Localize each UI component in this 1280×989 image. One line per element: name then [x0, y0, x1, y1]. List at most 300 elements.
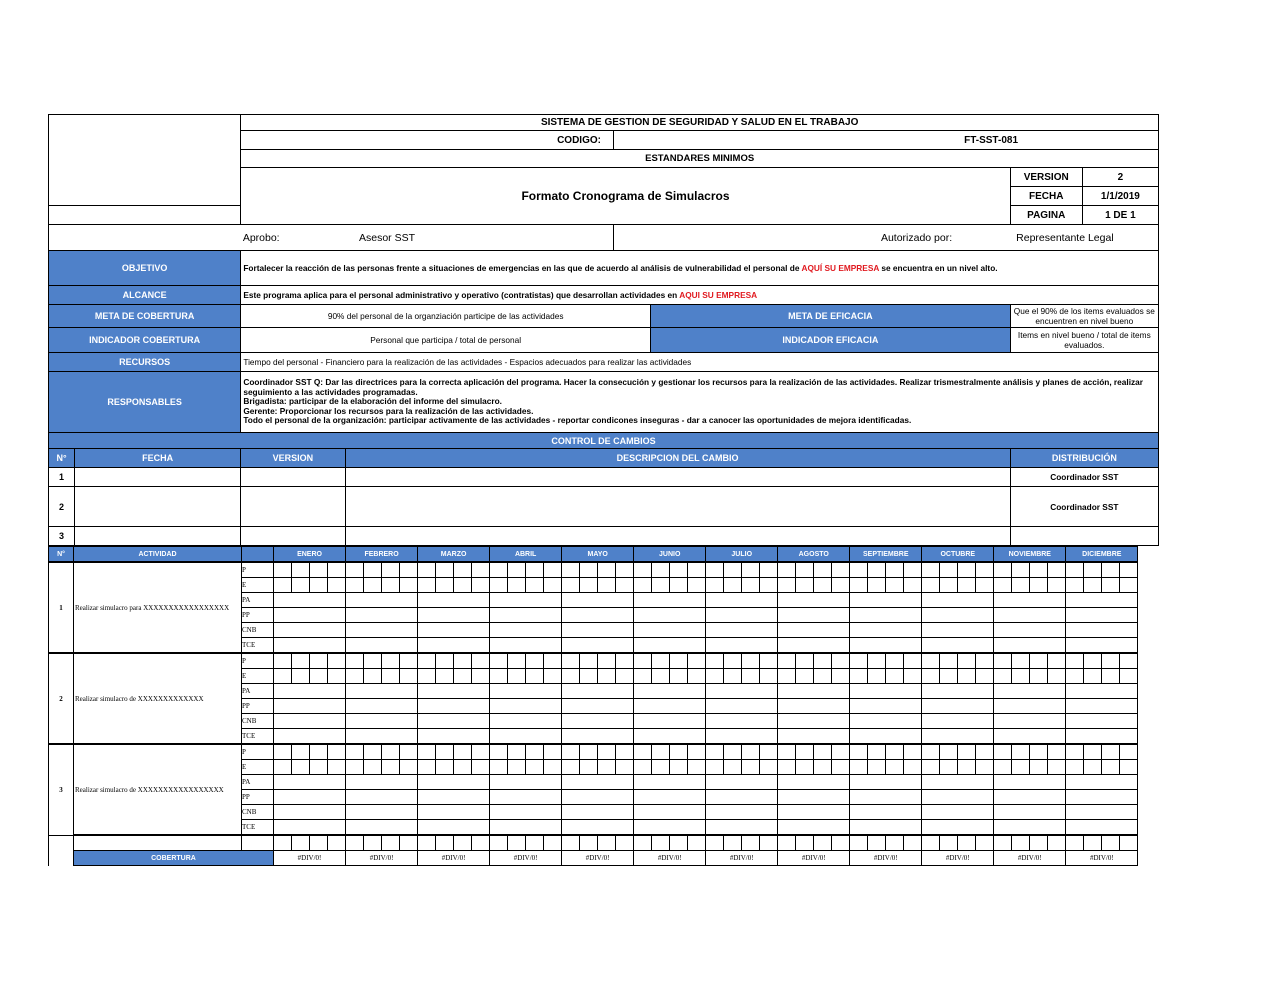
week-cell[interactable] [850, 562, 868, 578]
week-cell[interactable] [562, 562, 580, 578]
week-cell[interactable] [850, 760, 868, 775]
week-cell[interactable] [292, 744, 310, 760]
week-cell[interactable] [292, 835, 310, 851]
week-cell[interactable] [418, 760, 436, 775]
week-cell[interactable] [1012, 578, 1030, 593]
month-cell[interactable] [850, 623, 922, 638]
week-cell[interactable] [868, 578, 886, 593]
week-cell[interactable] [1048, 744, 1066, 760]
week-cell[interactable] [490, 562, 508, 578]
week-cell[interactable] [634, 653, 652, 669]
week-cell[interactable] [346, 835, 364, 851]
week-cell[interactable] [724, 562, 742, 578]
month-cell[interactable] [922, 805, 994, 820]
week-cell[interactable] [904, 760, 922, 775]
month-cell[interactable] [562, 820, 634, 836]
month-cell[interactable] [994, 805, 1066, 820]
week-cell[interactable] [706, 835, 724, 851]
week-cell[interactable] [940, 760, 958, 775]
week-cell[interactable] [490, 744, 508, 760]
week-cell[interactable] [454, 835, 472, 851]
week-cell[interactable] [904, 835, 922, 851]
month-cell[interactable] [994, 714, 1066, 729]
week-cell[interactable] [1120, 578, 1138, 593]
week-cell[interactable] [274, 760, 292, 775]
month-cell[interactable] [706, 775, 778, 790]
week-cell[interactable] [328, 669, 346, 684]
week-cell[interactable] [1030, 760, 1048, 775]
week-cell[interactable] [400, 653, 418, 669]
week-cell[interactable] [652, 562, 670, 578]
week-cell[interactable] [1030, 562, 1048, 578]
week-cell[interactable] [832, 669, 850, 684]
week-cell[interactable] [436, 653, 454, 669]
month-cell[interactable] [418, 608, 490, 623]
week-cell[interactable] [274, 653, 292, 669]
month-cell[interactable] [994, 608, 1066, 623]
week-cell[interactable] [1012, 760, 1030, 775]
month-cell[interactable] [706, 684, 778, 699]
week-cell[interactable] [850, 669, 868, 684]
week-cell[interactable] [328, 835, 346, 851]
week-cell[interactable] [544, 835, 562, 851]
month-cell[interactable] [490, 714, 562, 729]
change-row-version[interactable] [241, 487, 345, 527]
month-cell[interactable] [850, 820, 922, 836]
week-cell[interactable] [526, 669, 544, 684]
week-cell[interactable] [616, 744, 634, 760]
month-cell[interactable] [1066, 608, 1138, 623]
week-cell[interactable] [760, 578, 778, 593]
week-cell[interactable] [1102, 562, 1120, 578]
week-cell[interactable] [472, 835, 490, 851]
week-cell[interactable] [454, 760, 472, 775]
month-cell[interactable] [274, 714, 346, 729]
week-cell[interactable] [958, 669, 976, 684]
week-cell[interactable] [1030, 835, 1048, 851]
week-cell[interactable] [1084, 760, 1102, 775]
week-cell[interactable] [976, 669, 994, 684]
week-cell[interactable] [526, 744, 544, 760]
week-cell[interactable] [652, 653, 670, 669]
week-cell[interactable] [778, 653, 796, 669]
month-cell[interactable] [562, 638, 634, 654]
month-cell[interactable] [562, 608, 634, 623]
week-cell[interactable] [850, 744, 868, 760]
week-cell[interactable] [958, 744, 976, 760]
month-cell[interactable] [346, 820, 418, 836]
week-cell[interactable] [1030, 744, 1048, 760]
week-cell[interactable] [544, 760, 562, 775]
month-cell[interactable] [346, 593, 418, 608]
week-cell[interactable] [940, 562, 958, 578]
week-cell[interactable] [1084, 578, 1102, 593]
month-cell[interactable] [634, 790, 706, 805]
week-cell[interactable] [976, 744, 994, 760]
week-cell[interactable] [1084, 744, 1102, 760]
week-cell[interactable] [382, 562, 400, 578]
week-cell[interactable] [652, 835, 670, 851]
week-cell[interactable] [760, 760, 778, 775]
month-cell[interactable] [994, 623, 1066, 638]
week-cell[interactable] [706, 578, 724, 593]
week-cell[interactable] [490, 835, 508, 851]
week-cell[interactable] [922, 562, 940, 578]
week-cell[interactable] [472, 562, 490, 578]
week-cell[interactable] [598, 562, 616, 578]
week-cell[interactable] [454, 744, 472, 760]
month-cell[interactable] [706, 608, 778, 623]
week-cell[interactable] [346, 744, 364, 760]
month-cell[interactable] [418, 623, 490, 638]
week-cell[interactable] [292, 562, 310, 578]
week-cell[interactable] [1084, 835, 1102, 851]
week-cell[interactable] [796, 835, 814, 851]
week-cell[interactable] [904, 669, 922, 684]
week-cell[interactable] [292, 653, 310, 669]
week-cell[interactable] [778, 578, 796, 593]
month-cell[interactable] [274, 699, 346, 714]
month-cell[interactable] [994, 790, 1066, 805]
week-cell[interactable] [688, 760, 706, 775]
month-cell[interactable] [490, 684, 562, 699]
month-cell[interactable] [346, 623, 418, 638]
week-cell[interactable] [1012, 669, 1030, 684]
month-cell[interactable] [274, 684, 346, 699]
week-cell[interactable] [670, 653, 688, 669]
week-cell[interactable] [490, 760, 508, 775]
week-cell[interactable] [472, 669, 490, 684]
week-cell[interactable] [994, 578, 1012, 593]
change-row-descripcion[interactable] [345, 487, 1010, 527]
month-cell[interactable] [706, 638, 778, 654]
week-cell[interactable] [526, 562, 544, 578]
week-cell[interactable] [1030, 669, 1048, 684]
month-cell[interactable] [490, 608, 562, 623]
month-cell[interactable] [346, 775, 418, 790]
week-cell[interactable] [976, 562, 994, 578]
week-cell[interactable] [418, 578, 436, 593]
week-cell[interactable] [562, 744, 580, 760]
month-cell[interactable] [274, 729, 346, 745]
week-cell[interactable] [364, 562, 382, 578]
week-cell[interactable] [994, 760, 1012, 775]
week-cell[interactable] [1066, 562, 1084, 578]
month-cell[interactable] [634, 775, 706, 790]
week-cell[interactable] [976, 835, 994, 851]
week-cell[interactable] [1120, 835, 1138, 851]
week-cell[interactable] [814, 669, 832, 684]
week-cell[interactable] [760, 653, 778, 669]
week-cell[interactable] [742, 760, 760, 775]
week-cell[interactable] [706, 653, 724, 669]
month-cell[interactable] [418, 805, 490, 820]
month-cell[interactable] [922, 699, 994, 714]
week-cell[interactable] [1102, 744, 1120, 760]
week-cell[interactable] [436, 669, 454, 684]
week-cell[interactable] [292, 578, 310, 593]
month-cell[interactable] [490, 790, 562, 805]
week-cell[interactable] [616, 669, 634, 684]
week-cell[interactable] [472, 744, 490, 760]
month-cell[interactable] [634, 729, 706, 745]
week-cell[interactable] [1120, 744, 1138, 760]
week-cell[interactable] [382, 578, 400, 593]
week-cell[interactable] [868, 562, 886, 578]
week-cell[interactable] [1120, 562, 1138, 578]
week-cell[interactable] [796, 562, 814, 578]
week-cell[interactable] [976, 653, 994, 669]
week-cell[interactable] [1012, 562, 1030, 578]
week-cell[interactable] [886, 653, 904, 669]
week-cell[interactable] [778, 669, 796, 684]
change-row-descripcion[interactable] [345, 468, 1010, 487]
week-cell[interactable] [1084, 653, 1102, 669]
month-cell[interactable] [634, 714, 706, 729]
week-cell[interactable] [616, 562, 634, 578]
month-cell[interactable] [922, 593, 994, 608]
week-cell[interactable] [274, 835, 292, 851]
month-cell[interactable] [778, 638, 850, 654]
month-cell[interactable] [922, 638, 994, 654]
week-cell[interactable] [526, 578, 544, 593]
week-cell[interactable] [994, 669, 1012, 684]
week-cell[interactable] [544, 578, 562, 593]
week-cell[interactable] [490, 653, 508, 669]
week-cell[interactable] [760, 669, 778, 684]
week-cell[interactable] [1012, 653, 1030, 669]
month-cell[interactable] [418, 775, 490, 790]
week-cell[interactable] [562, 835, 580, 851]
week-cell[interactable] [526, 653, 544, 669]
week-cell[interactable] [814, 653, 832, 669]
week-cell[interactable] [400, 760, 418, 775]
week-cell[interactable] [490, 578, 508, 593]
month-cell[interactable] [634, 805, 706, 820]
month-cell[interactable] [346, 805, 418, 820]
month-cell[interactable] [706, 699, 778, 714]
week-cell[interactable] [418, 562, 436, 578]
week-cell[interactable] [958, 760, 976, 775]
month-cell[interactable] [418, 820, 490, 836]
week-cell[interactable] [1048, 578, 1066, 593]
month-cell[interactable] [634, 608, 706, 623]
month-cell[interactable] [706, 593, 778, 608]
week-cell[interactable] [436, 744, 454, 760]
week-cell[interactable] [400, 835, 418, 851]
week-cell[interactable] [706, 760, 724, 775]
week-cell[interactable] [940, 653, 958, 669]
week-cell[interactable] [652, 760, 670, 775]
week-cell[interactable] [580, 578, 598, 593]
week-cell[interactable] [346, 760, 364, 775]
month-cell[interactable] [778, 684, 850, 699]
week-cell[interactable] [760, 744, 778, 760]
month-cell[interactable] [346, 714, 418, 729]
week-cell[interactable] [310, 653, 328, 669]
week-cell[interactable] [1102, 578, 1120, 593]
week-cell[interactable] [958, 578, 976, 593]
week-cell[interactable] [724, 578, 742, 593]
week-cell[interactable] [616, 760, 634, 775]
week-cell[interactable] [382, 653, 400, 669]
month-cell[interactable] [418, 790, 490, 805]
week-cell[interactable] [832, 578, 850, 593]
month-cell[interactable] [850, 608, 922, 623]
week-cell[interactable] [508, 669, 526, 684]
week-cell[interactable] [544, 669, 562, 684]
month-cell[interactable] [634, 684, 706, 699]
week-cell[interactable] [832, 760, 850, 775]
month-cell[interactable] [490, 593, 562, 608]
week-cell[interactable] [328, 578, 346, 593]
week-cell[interactable] [400, 669, 418, 684]
week-cell[interactable] [706, 562, 724, 578]
month-cell[interactable] [346, 729, 418, 745]
week-cell[interactable] [922, 653, 940, 669]
week-cell[interactable] [958, 562, 976, 578]
week-cell[interactable] [832, 562, 850, 578]
week-cell[interactable] [562, 653, 580, 669]
month-cell[interactable] [1066, 638, 1138, 654]
week-cell[interactable] [472, 760, 490, 775]
week-cell[interactable] [724, 835, 742, 851]
week-cell[interactable] [526, 835, 544, 851]
week-cell[interactable] [688, 578, 706, 593]
week-cell[interactable] [580, 653, 598, 669]
week-cell[interactable] [670, 744, 688, 760]
week-cell[interactable] [886, 835, 904, 851]
week-cell[interactable] [814, 744, 832, 760]
month-cell[interactable] [994, 593, 1066, 608]
week-cell[interactable] [922, 669, 940, 684]
week-cell[interactable] [958, 835, 976, 851]
week-cell[interactable] [1030, 578, 1048, 593]
week-cell[interactable] [868, 835, 886, 851]
week-cell[interactable] [688, 653, 706, 669]
week-cell[interactable] [652, 744, 670, 760]
week-cell[interactable] [328, 653, 346, 669]
week-cell[interactable] [310, 835, 328, 851]
week-cell[interactable] [940, 835, 958, 851]
week-cell[interactable] [1120, 669, 1138, 684]
week-cell[interactable] [904, 653, 922, 669]
week-cell[interactable] [598, 835, 616, 851]
week-cell[interactable] [652, 669, 670, 684]
month-cell[interactable] [778, 623, 850, 638]
week-cell[interactable] [472, 653, 490, 669]
change-row-version[interactable] [241, 468, 345, 487]
week-cell[interactable] [346, 562, 364, 578]
week-cell[interactable] [1102, 669, 1120, 684]
month-cell[interactable] [1066, 805, 1138, 820]
month-cell[interactable] [490, 729, 562, 745]
week-cell[interactable] [1102, 760, 1120, 775]
week-cell[interactable] [400, 578, 418, 593]
week-cell[interactable] [508, 653, 526, 669]
week-cell[interactable] [724, 744, 742, 760]
month-cell[interactable] [562, 729, 634, 745]
week-cell[interactable] [364, 653, 382, 669]
week-cell[interactable] [904, 578, 922, 593]
week-cell[interactable] [832, 744, 850, 760]
week-cell[interactable] [310, 562, 328, 578]
week-cell[interactable] [1066, 760, 1084, 775]
month-cell[interactable] [274, 623, 346, 638]
week-cell[interactable] [1048, 835, 1066, 851]
week-cell[interactable] [742, 578, 760, 593]
week-cell[interactable] [886, 669, 904, 684]
week-cell[interactable] [436, 835, 454, 851]
week-cell[interactable] [1084, 669, 1102, 684]
change-row-fecha[interactable] [75, 527, 241, 546]
month-cell[interactable] [274, 820, 346, 836]
week-cell[interactable] [634, 578, 652, 593]
month-cell[interactable] [490, 623, 562, 638]
month-cell[interactable] [274, 790, 346, 805]
month-cell[interactable] [850, 790, 922, 805]
week-cell[interactable] [1102, 653, 1120, 669]
week-cell[interactable] [778, 760, 796, 775]
change-row-descripcion[interactable] [345, 527, 1010, 546]
week-cell[interactable] [868, 760, 886, 775]
month-cell[interactable] [1066, 775, 1138, 790]
week-cell[interactable] [418, 744, 436, 760]
week-cell[interactable] [364, 760, 382, 775]
week-cell[interactable] [580, 760, 598, 775]
month-cell[interactable] [922, 684, 994, 699]
week-cell[interactable] [922, 760, 940, 775]
week-cell[interactable] [778, 562, 796, 578]
week-cell[interactable] [544, 653, 562, 669]
week-cell[interactable] [544, 562, 562, 578]
week-cell[interactable] [724, 760, 742, 775]
week-cell[interactable] [1048, 562, 1066, 578]
week-cell[interactable] [994, 653, 1012, 669]
week-cell[interactable] [742, 562, 760, 578]
month-cell[interactable] [706, 623, 778, 638]
week-cell[interactable] [760, 835, 778, 851]
month-cell[interactable] [778, 805, 850, 820]
month-cell[interactable] [778, 729, 850, 745]
week-cell[interactable] [796, 744, 814, 760]
month-cell[interactable] [418, 729, 490, 745]
month-cell[interactable] [634, 820, 706, 836]
week-cell[interactable] [904, 562, 922, 578]
week-cell[interactable] [742, 744, 760, 760]
week-cell[interactable] [418, 835, 436, 851]
month-cell[interactable] [346, 790, 418, 805]
month-cell[interactable] [562, 623, 634, 638]
month-cell[interactable] [922, 623, 994, 638]
week-cell[interactable] [670, 578, 688, 593]
week-cell[interactable] [670, 669, 688, 684]
week-cell[interactable] [670, 835, 688, 851]
month-cell[interactable] [490, 820, 562, 836]
week-cell[interactable] [508, 744, 526, 760]
week-cell[interactable] [688, 835, 706, 851]
month-cell[interactable] [562, 790, 634, 805]
week-cell[interactable] [1066, 835, 1084, 851]
week-cell[interactable] [976, 760, 994, 775]
month-cell[interactable] [922, 608, 994, 623]
month-cell[interactable] [346, 638, 418, 654]
week-cell[interactable] [436, 562, 454, 578]
week-cell[interactable] [580, 669, 598, 684]
week-cell[interactable] [274, 669, 292, 684]
week-cell[interactable] [940, 578, 958, 593]
week-cell[interactable] [364, 578, 382, 593]
